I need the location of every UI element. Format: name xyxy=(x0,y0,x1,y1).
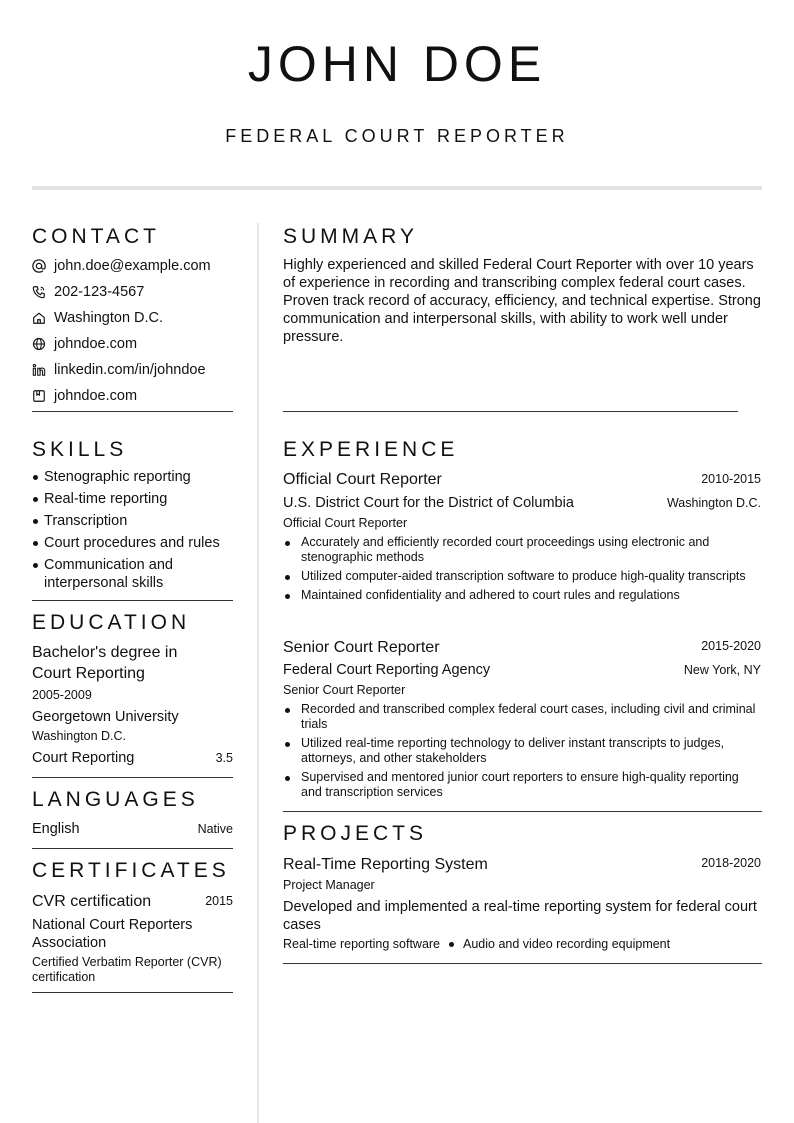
education-divider xyxy=(32,777,233,778)
job-company-1: U.S. District Court for the District of Columbia xyxy=(283,495,574,511)
contact-website[interactable] xyxy=(32,334,137,354)
project-tag: Audio and video recording equipment xyxy=(463,937,671,951)
projects-heading: PROJECTS xyxy=(283,822,428,845)
skills-heading: SKILLS xyxy=(32,438,128,461)
education-school: Georgetown University xyxy=(32,709,179,725)
job-title-1: Official Court Reporter xyxy=(283,471,442,488)
certificate-description: Certified Verbatim Reporter (CVR) certification xyxy=(32,955,222,984)
certificate-year: 2015 xyxy=(205,894,233,908)
summary-divider xyxy=(283,411,738,412)
globe-icon xyxy=(32,337,46,351)
summary-text: Highly experienced and skilled Federal Court Reporter with over 10 years of experience in recording and transcribing complex federal court cases. Proven track record of accuracy, efficiency, and technical expertise. Strong communication and interpersonal skills, with ability to work well under pressure. xyxy=(283,257,761,345)
education-gpa: 3.5 xyxy=(215,751,233,765)
job-title-2: Senior Court Reporter xyxy=(283,639,440,656)
education-heading: EDUCATION xyxy=(32,611,191,634)
contact-website-text: johndoe.com xyxy=(54,336,138,352)
skill-item: Stenographic reporting xyxy=(32,468,237,486)
project-tags xyxy=(283,936,670,952)
job-bullets-2 xyxy=(283,702,761,804)
job-location-2: New York, NY xyxy=(683,663,761,677)
skill-item: Communication and interpersonal skills xyxy=(32,556,197,592)
contact-portfolio-text: johndoe.com xyxy=(54,388,138,404)
job-bullets-1 xyxy=(283,535,761,607)
education-location: Washington D.C. xyxy=(32,729,127,743)
projects-divider xyxy=(283,963,762,964)
job-bullet: Recorded and transcribed complex federal court cases, including civil and criminal trials xyxy=(283,702,761,732)
certificates-heading: CERTIFICATES xyxy=(32,859,230,882)
skills-divider xyxy=(32,600,233,601)
contact-linkedin[interactable] xyxy=(32,360,206,380)
home-icon xyxy=(32,311,46,325)
certificate-name: CVR certification xyxy=(32,893,152,910)
job-role-2: Senior Court Reporter xyxy=(283,683,406,697)
project-role: Project Manager xyxy=(283,878,375,892)
contact-heading: CONTACT xyxy=(32,225,160,248)
certificates-divider xyxy=(32,992,233,993)
skill-item: Transcription xyxy=(32,512,237,530)
linkedin-icon xyxy=(32,363,46,377)
job-role-1: Official Court Reporter xyxy=(283,516,408,530)
tag-separator xyxy=(449,942,454,947)
contact-email[interactable] xyxy=(32,256,211,276)
contact-location-text: Washington D.C. xyxy=(54,310,164,326)
skill-item: Real-time reporting xyxy=(32,490,237,508)
job-company-2: Federal Court Reporting Agency xyxy=(283,662,491,678)
project-dates: 2018-2020 xyxy=(701,856,761,870)
certificate-issuer: National Court Reporters Association xyxy=(32,917,193,951)
project-tag: Real-time reporting software xyxy=(283,937,441,951)
website-icon xyxy=(32,389,46,403)
languages-divider xyxy=(32,848,233,849)
skill-item: Court procedures and rules xyxy=(32,534,237,552)
contact-phone-text: 202-123-4567 xyxy=(54,284,145,300)
languages-heading: LANGUAGES xyxy=(32,788,199,811)
experience-heading: EXPERIENCE xyxy=(283,438,459,461)
contact-portfolio[interactable] xyxy=(32,386,137,406)
contact-divider xyxy=(32,411,233,412)
summary-heading: SUMMARY xyxy=(283,225,418,248)
experience-divider xyxy=(283,811,762,812)
job-dates-2: 2015-2020 xyxy=(701,639,761,653)
project-description: Developed and implemented a real-time reporting system for federal court cases xyxy=(283,899,757,933)
contact-phone[interactable] xyxy=(32,282,144,302)
education-field: Court Reporting xyxy=(32,750,135,766)
job-title: FEDERAL COURT REPORTER xyxy=(225,126,569,146)
job-dates-1: 2010-2015 xyxy=(701,472,761,486)
language-level: Native xyxy=(197,822,233,836)
candidate-name: JOHN DOE xyxy=(247,36,547,92)
header-divider xyxy=(32,186,762,190)
skills-list xyxy=(32,468,237,596)
contact-email-text: john.doe@example.com xyxy=(54,258,211,274)
education-dates: 2005-2009 xyxy=(32,688,92,702)
job-bullet: Utilized real-time reporting technology to deliver instant transcripts to judges, attorneys, and other stakeholders xyxy=(283,736,761,766)
language-name: English xyxy=(32,821,80,837)
job-bullet: Utilized computer-aided transcription software to produce high-quality transcripts xyxy=(283,569,761,584)
phone-icon xyxy=(32,285,46,299)
at-icon xyxy=(32,259,46,273)
project-name: Real-Time Reporting System xyxy=(283,856,488,873)
education-degree: Bachelor's degree in Court Reporting xyxy=(32,644,178,682)
contact-linkedin-text: linkedin.com/in/johndoe xyxy=(54,362,206,378)
column-divider xyxy=(257,223,259,1123)
job-bullet: Accurately and efficiently recorded court proceedings using electronic and stenographic methods xyxy=(283,535,761,565)
job-location-1: Washington D.C. xyxy=(666,496,761,510)
job-bullet: Supervised and mentored junior court reporters to ensure high-quality reporting and transcription services xyxy=(283,770,761,800)
contact-location xyxy=(32,308,163,328)
job-bullet: Maintained confidentiality and adhered to court rules and regulations xyxy=(283,588,761,603)
